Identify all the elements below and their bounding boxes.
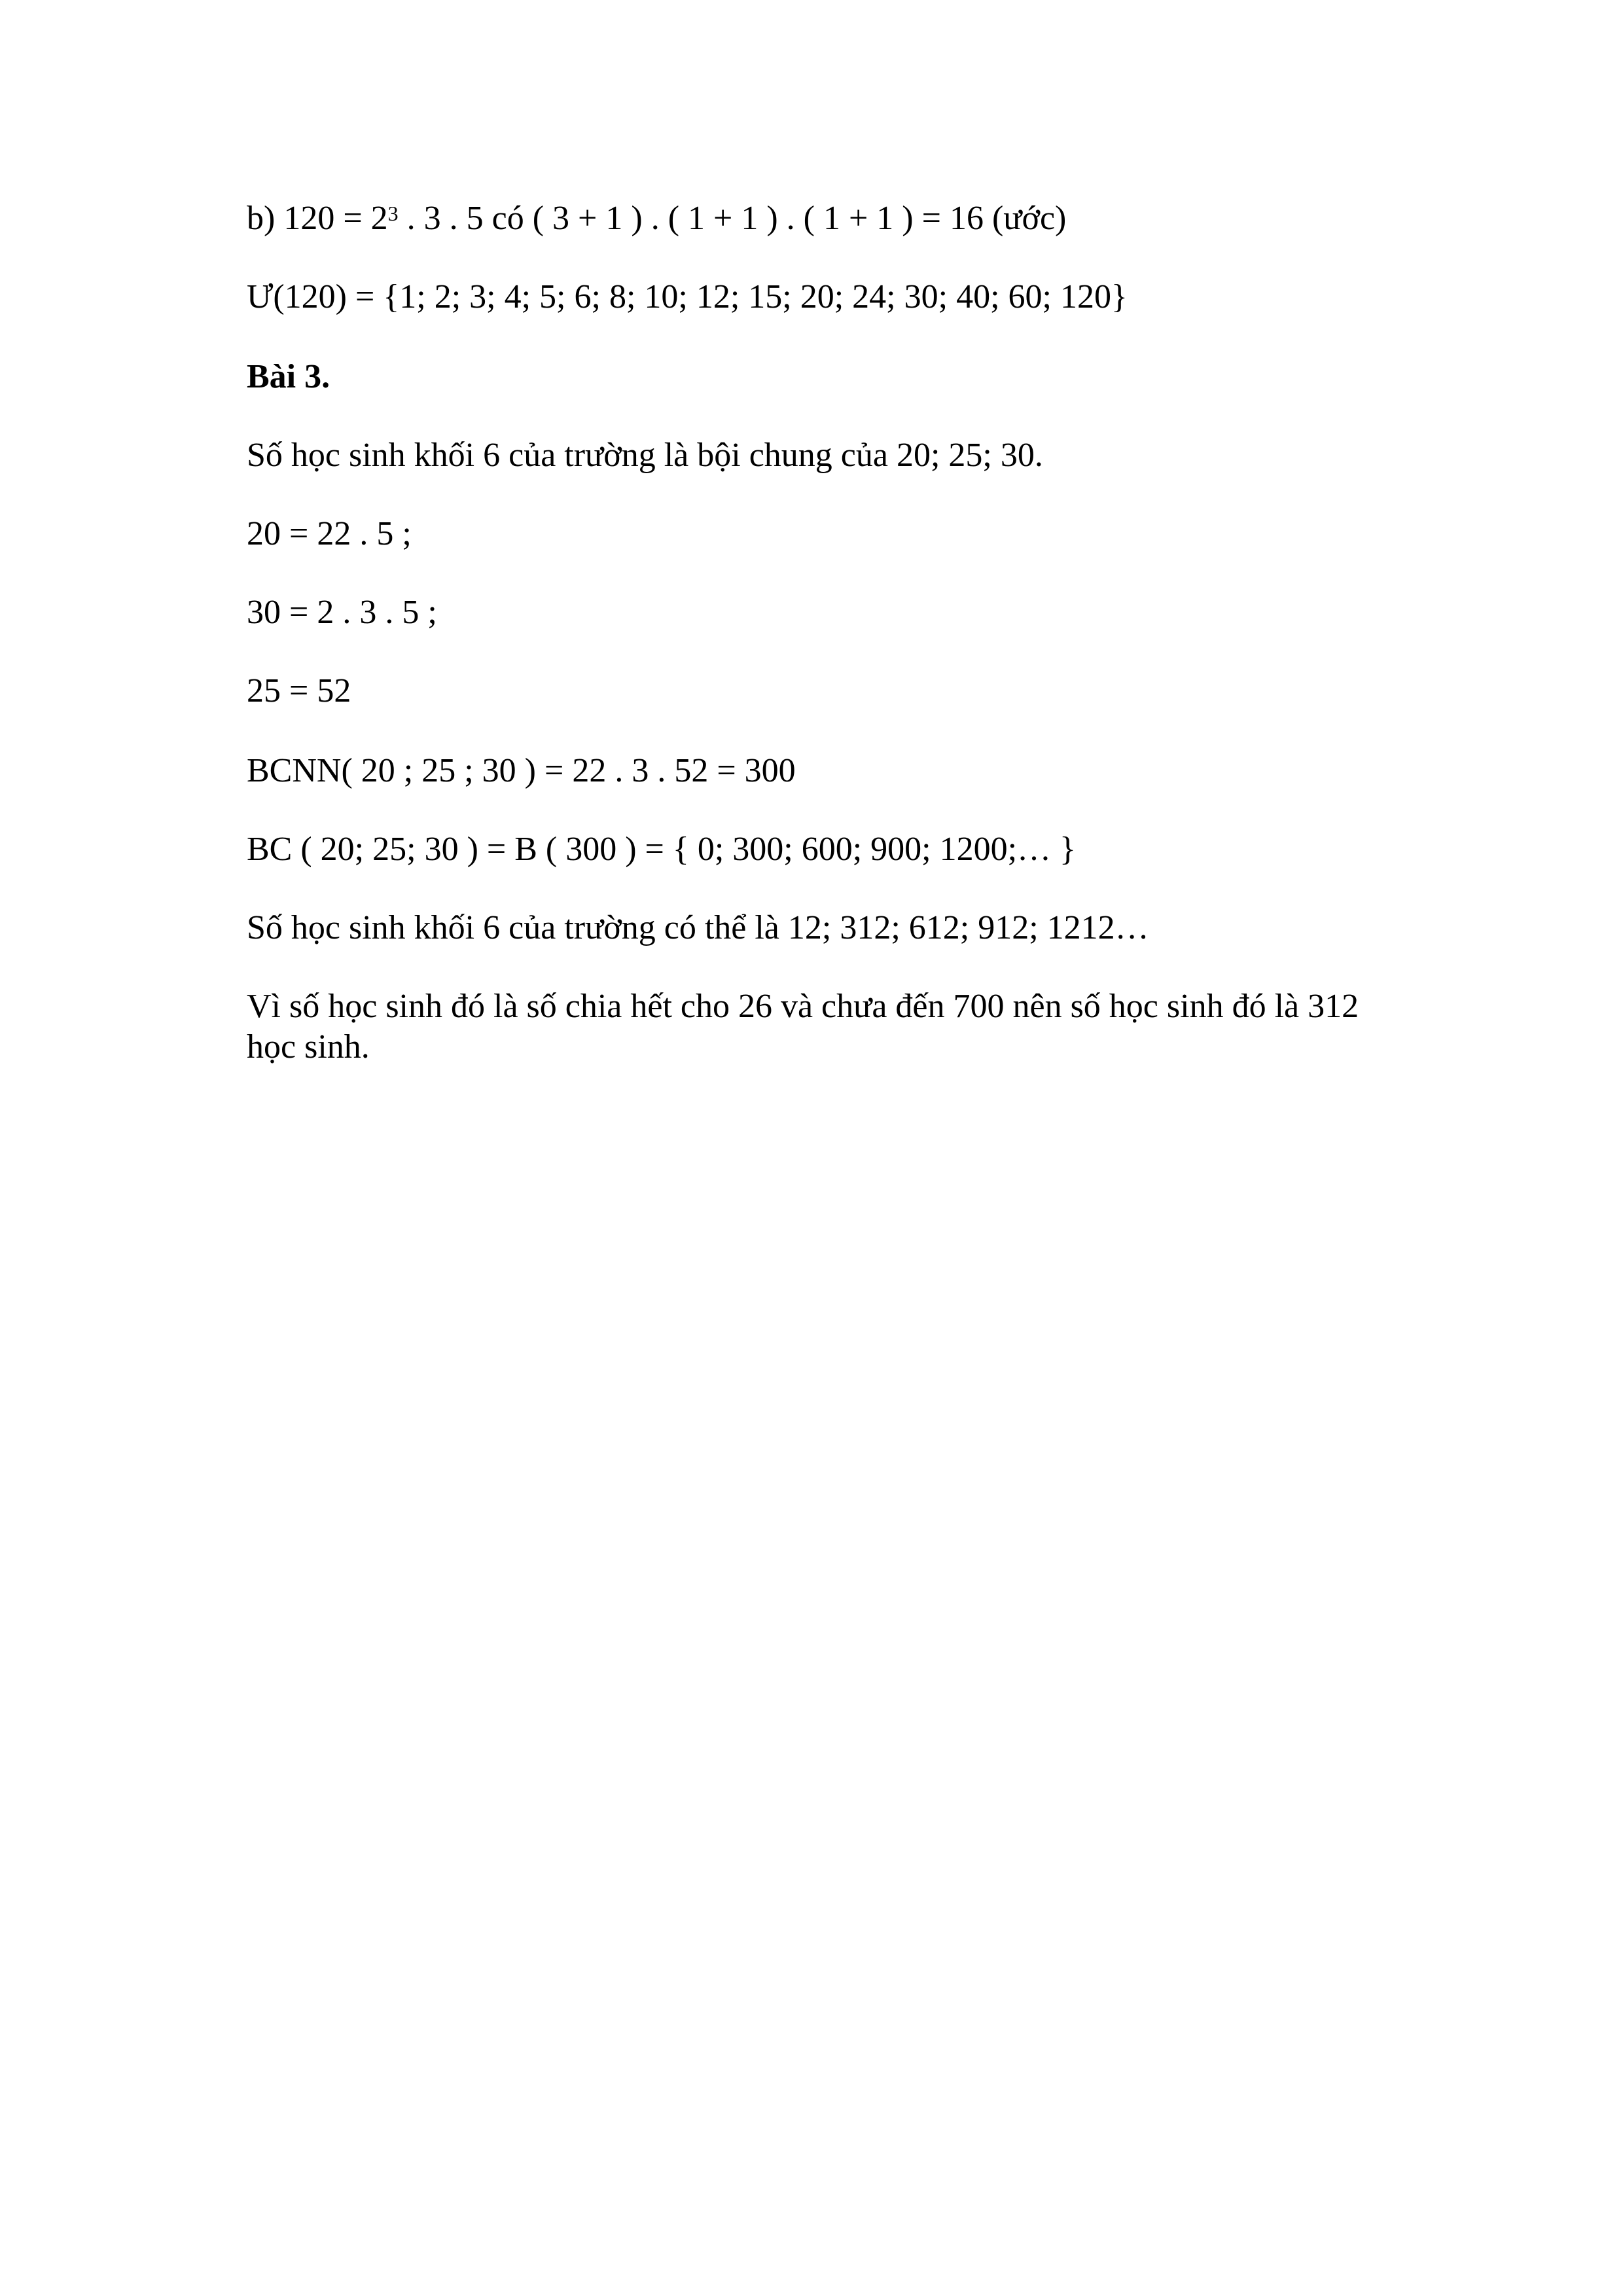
line-possible-counts: Số học sinh khối 6 của trường có thể là 12; 312; 612; 912; 1212… xyxy=(247,909,1149,946)
line-divisor-count-end: . 3 . 5 có ( 3 + 1 ) . ( 1 + 1 ) . ( 1 + 1 ) = 16 (ước) xyxy=(398,200,1067,237)
line-statement: Số học sinh khối 6 của trường là bội chung của 20; 25; 30. xyxy=(247,437,1043,474)
line-conclusion: Vì số học sinh đó là số chia hết cho 26 và chưa đến 700 nên số học sinh đó là 312 học sinh. xyxy=(247,988,1359,1066)
line-factor-30: 30 = 2 . 3 . 5 ; xyxy=(247,594,437,631)
line-factor-20: 20 = 22 . 5 ; xyxy=(247,515,412,552)
exponent: 3 xyxy=(387,202,399,225)
line-divisor-count xyxy=(247,198,1066,239)
line-divisor-set: Ư(120) = {1; 2; 3; 4; 5; 6; 8; 10; 12; 15; 20; 24; 30; 40; 60; 120} xyxy=(247,278,1128,315)
line-factor-25: 25 = 52 xyxy=(247,672,351,709)
section-heading: Bài 3. xyxy=(247,358,330,395)
line-divisor-count-start: b) 120 = 2 xyxy=(247,200,388,237)
line-common-multiples: BC ( 20; 25; 30 ) = B ( 300 ) = { 0; 300; 600; 900; 1200;… } xyxy=(247,831,1077,868)
line-lcm: BCNN( 20 ; 25 ; 30 ) = 22 . 3 . 52 = 300 xyxy=(247,752,796,789)
